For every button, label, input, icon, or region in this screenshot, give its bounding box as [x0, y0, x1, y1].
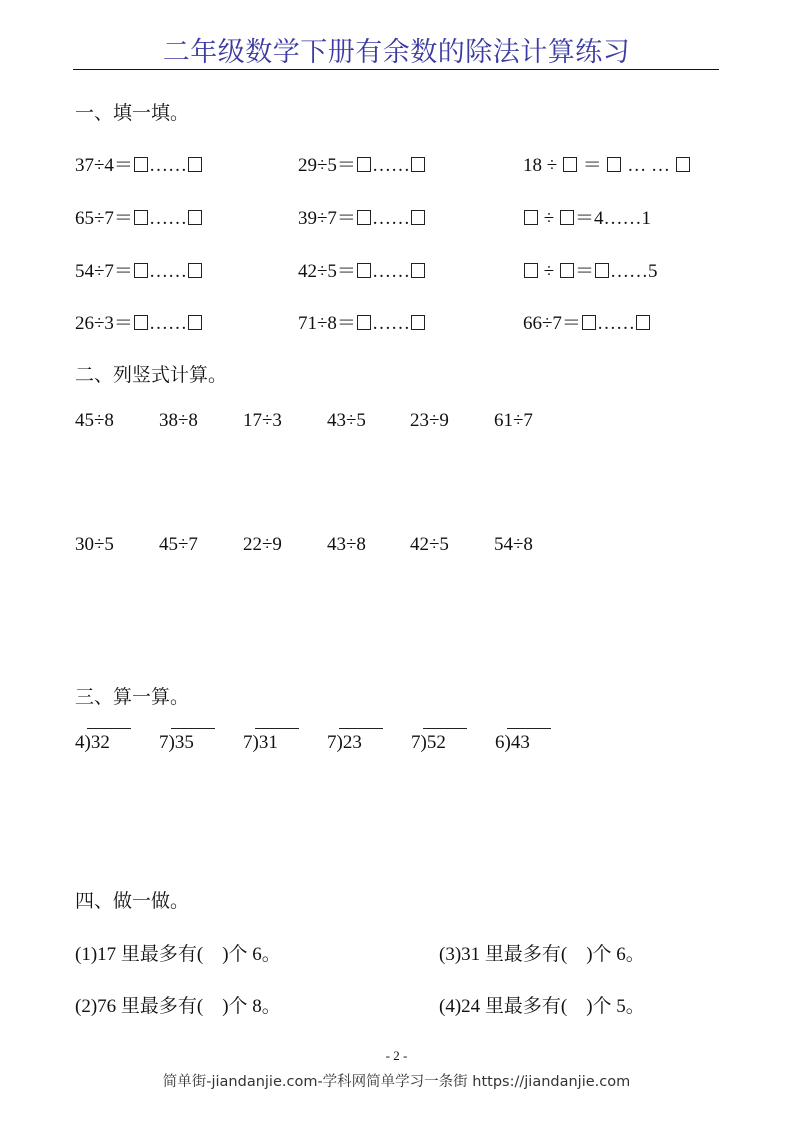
division-bar [423, 728, 467, 729]
word-question-2: (2)76 里最多有( )个 8。 [75, 996, 281, 1017]
remainder-box[interactable] [411, 315, 425, 330]
expr: 71÷8＝ [298, 313, 356, 334]
fill-item [298, 256, 426, 283]
equals: ＝ [574, 261, 594, 282]
answer-box[interactable] [357, 210, 371, 225]
divide-sign: ÷ [539, 261, 559, 282]
remainder-box[interactable] [411, 157, 425, 172]
ellipsis: … … [622, 155, 675, 176]
division-bar [507, 728, 551, 729]
long-division-item: 7)52 [411, 732, 446, 754]
dividend: 52 [426, 732, 446, 753]
long-division-item: 7)35 [159, 732, 194, 754]
ellipsis: …… [148, 208, 187, 229]
vertical-calc-item: 17÷3 [243, 410, 282, 431]
remainder-box[interactable] [636, 315, 650, 330]
word-question-1: (1)17 里最多有( )个 6。 [75, 944, 281, 965]
dividend-box[interactable] [524, 263, 538, 278]
fill-item [523, 308, 651, 335]
ellipsis: …… [371, 155, 410, 176]
fill-item [75, 256, 203, 283]
divisor: 6 [495, 732, 505, 753]
section-2-heading: 二、列竖式计算。 [75, 365, 228, 386]
fill-item [298, 203, 426, 230]
ellipsis: …… [371, 313, 410, 334]
ellipsis: …… [596, 313, 635, 334]
vertical-calc-item: 42÷5 [410, 534, 449, 555]
answer-box[interactable] [134, 263, 148, 278]
vertical-calc-item: 45÷8 [75, 410, 114, 431]
divisor: 7 [411, 732, 421, 753]
ellipsis: …… [148, 261, 187, 282]
division-bar [171, 728, 215, 729]
section-4-heading: 四、做一做。 [75, 891, 190, 912]
vertical-calc-item: 43÷8 [327, 534, 366, 555]
word-question-4: (4)24 里最多有( )个 5。 [439, 996, 645, 1017]
answer-box[interactable] [357, 263, 371, 278]
equals: ＝ [577, 155, 607, 176]
answer-box[interactable] [607, 157, 621, 172]
divide-sign: ÷ [539, 208, 559, 229]
expr: 66÷7＝ [523, 313, 581, 334]
vertical-calc-item: 43÷5 [327, 410, 366, 431]
divisor-box[interactable] [560, 263, 574, 278]
fill-item [298, 308, 426, 335]
answer-box[interactable] [134, 315, 148, 330]
expr: 54÷7＝ [75, 261, 133, 282]
answer-box[interactable] [595, 263, 609, 278]
vertical-calc-item: 61÷7 [494, 410, 533, 431]
vertical-calc-item: 30÷5 [75, 534, 114, 555]
expr: 65÷7＝ [75, 208, 133, 229]
divisor-box[interactable] [560, 210, 574, 225]
fill-item [75, 150, 203, 177]
expr: 29÷5＝ [298, 155, 356, 176]
remainder-box[interactable] [188, 210, 202, 225]
answer-box[interactable] [357, 157, 371, 172]
expr: 18 ÷ [523, 155, 562, 176]
fill-item [298, 150, 426, 177]
long-division-item: 7)23 [327, 732, 362, 754]
section-1-heading: 一、填一填。 [75, 103, 190, 124]
division-bar [255, 728, 299, 729]
divisor: 7 [243, 732, 253, 753]
expr: 42÷5＝ [298, 261, 356, 282]
dividend: 43 [510, 732, 530, 753]
fill-item [523, 203, 651, 230]
long-division-item: 6)43 [495, 732, 530, 754]
remainder-box[interactable] [188, 157, 202, 172]
word-question-3: (3)31 里最多有( )个 6。 [439, 944, 645, 965]
site-footer: 简单街-jiandanjie.com-学科网简单学习一条街 https://jiandanjie.com [162, 1074, 631, 1090]
dividend: 32 [90, 732, 110, 753]
expr: 37÷4＝ [75, 155, 133, 176]
divisor: 4 [75, 732, 85, 753]
remainder-box[interactable] [188, 263, 202, 278]
ellipsis: …… [148, 155, 187, 176]
answer-box[interactable] [134, 210, 148, 225]
remainder-box[interactable] [411, 210, 425, 225]
remainder-box[interactable] [676, 157, 690, 172]
title-underline [73, 69, 719, 70]
page-number: - 2 - [385, 1048, 408, 1063]
vertical-calc-item: 23÷9 [410, 410, 449, 431]
answer-box[interactable] [357, 315, 371, 330]
fill-item [75, 203, 203, 230]
long-division-item: 7)31 [243, 732, 278, 754]
expr: 26÷3＝ [75, 313, 133, 334]
vertical-calc-item: 54÷8 [494, 534, 533, 555]
section-3-heading: 三、算一算。 [75, 687, 190, 708]
vertical-calc-item: 38÷8 [159, 410, 198, 431]
long-division-item: 4)32 [75, 732, 110, 754]
ellipsis: …… [371, 261, 410, 282]
division-bar [87, 728, 131, 729]
fill-item [523, 150, 691, 177]
page-title: 二年级数学下册有余数的除法计算练习 [162, 37, 631, 67]
remainder-text: ……5 [609, 261, 658, 282]
ellipsis: …… [371, 208, 410, 229]
fill-item [523, 256, 657, 283]
remainder-box[interactable] [411, 263, 425, 278]
fill-item [75, 308, 203, 335]
vertical-calc-item: 22÷9 [243, 534, 282, 555]
divisor: 7 [327, 732, 337, 753]
division-bar [339, 728, 383, 729]
dividend: 35 [174, 732, 194, 753]
vertical-calc-item: 45÷7 [159, 534, 198, 555]
dividend: 31 [258, 732, 278, 753]
remainder-box[interactable] [188, 315, 202, 330]
ellipsis: …… [148, 313, 187, 334]
expr: 39÷7＝ [298, 208, 356, 229]
answer-box[interactable] [134, 157, 148, 172]
dividend: 23 [342, 732, 362, 753]
divisor-box[interactable] [563, 157, 577, 172]
divisor: 7 [159, 732, 169, 753]
dividend-box[interactable] [524, 210, 538, 225]
result-text: ＝4……1 [574, 208, 651, 229]
answer-box[interactable] [582, 315, 596, 330]
